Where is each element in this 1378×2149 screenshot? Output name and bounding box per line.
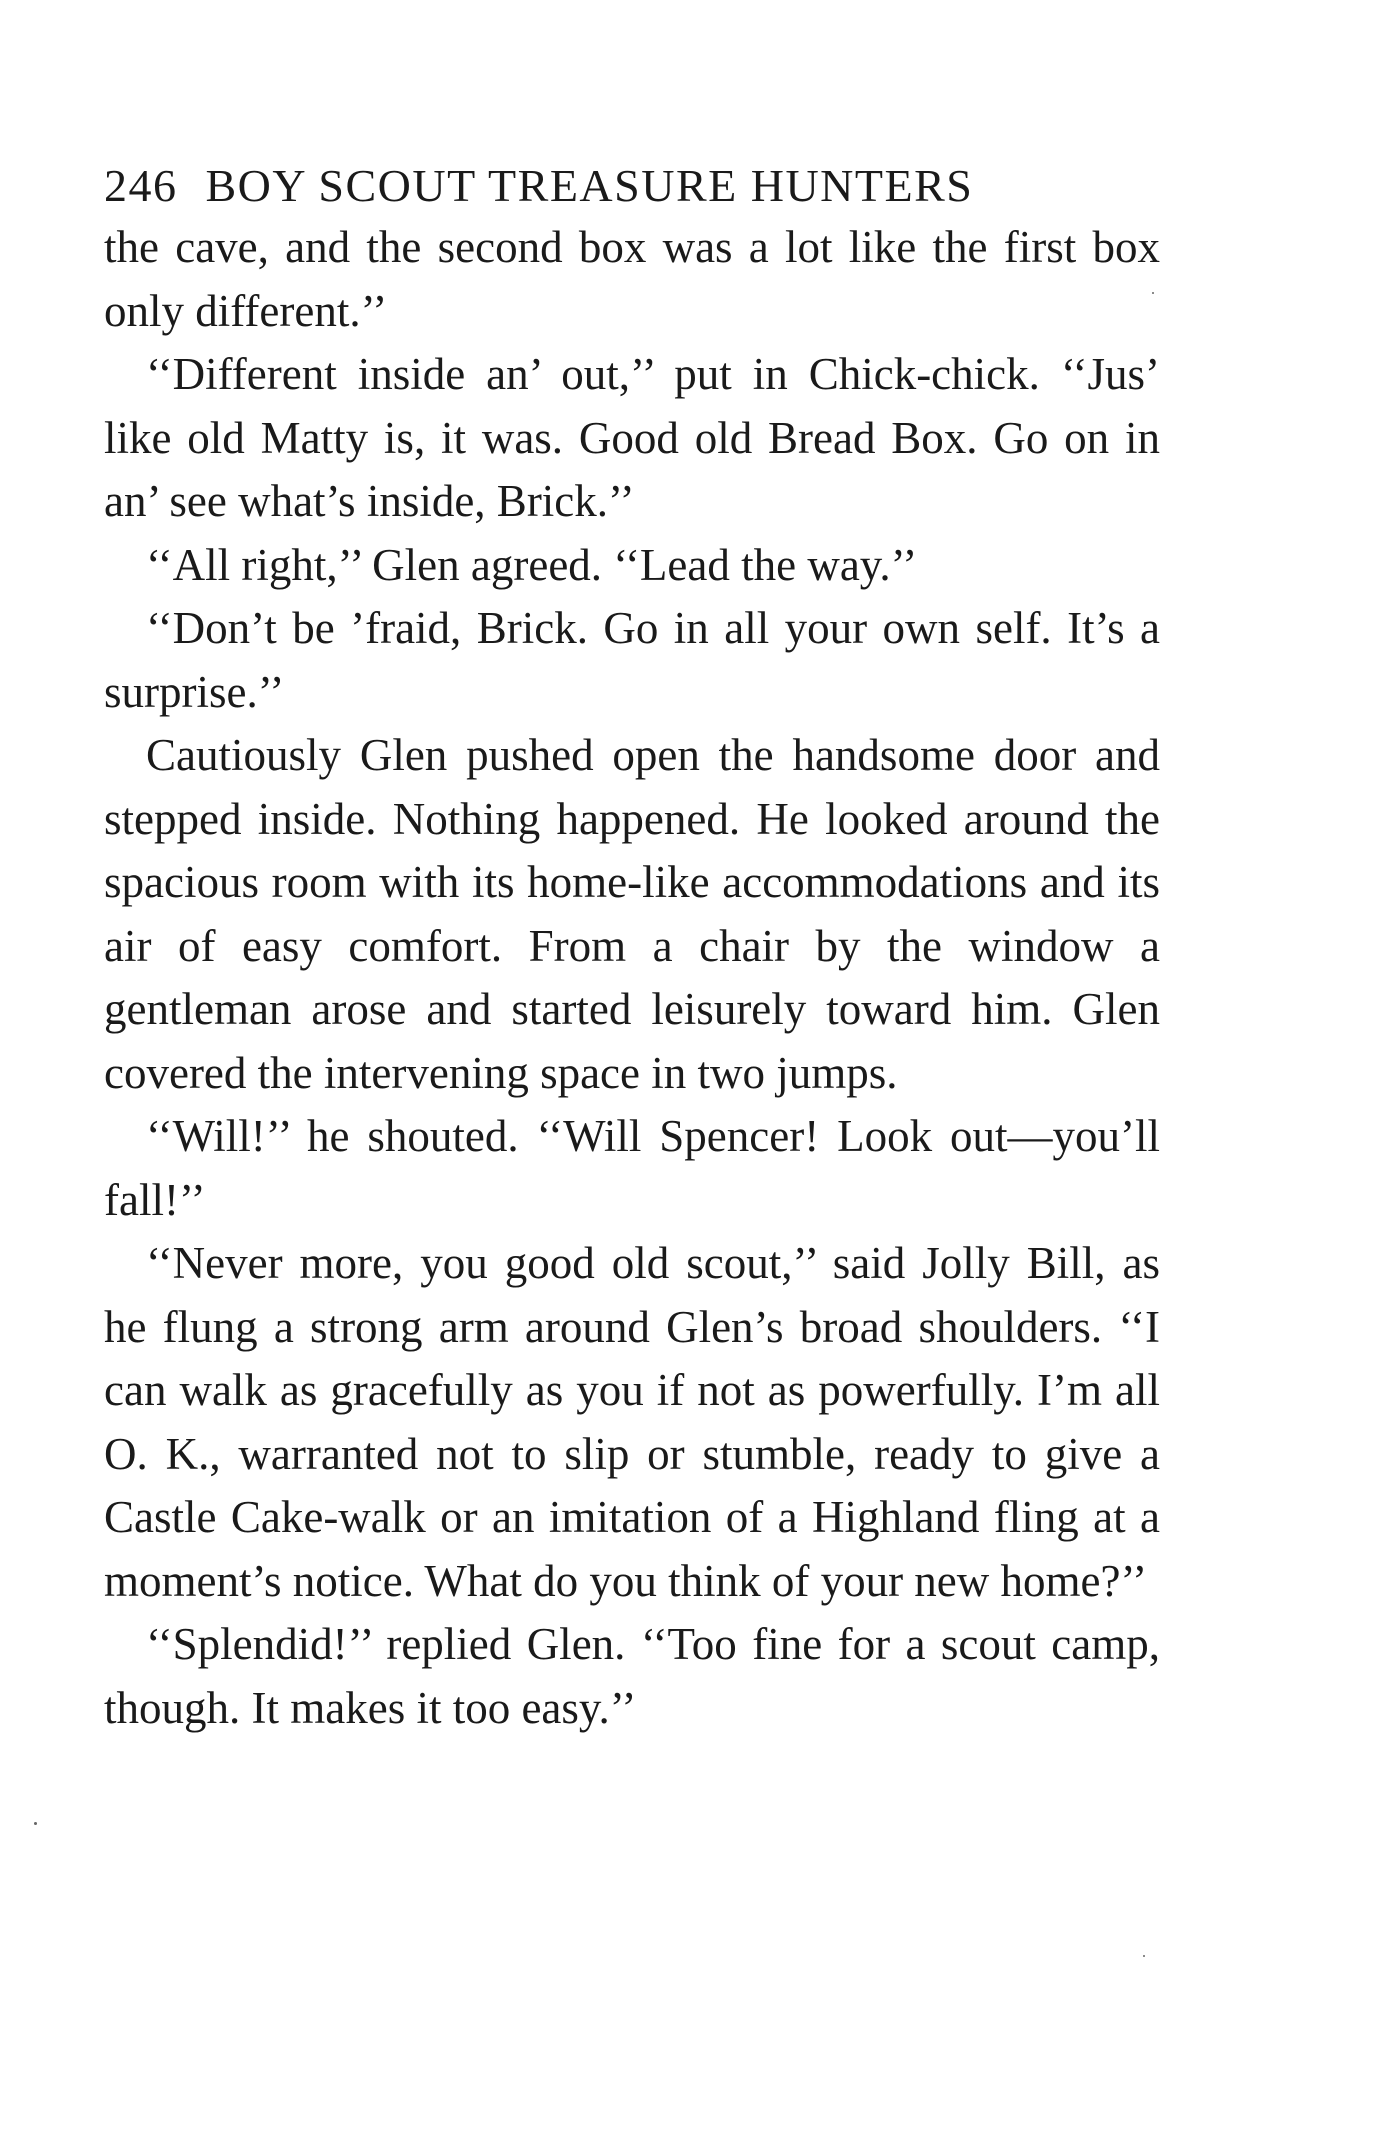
print-speck [34, 1822, 37, 1825]
paragraph: ‘‘Splendid!’’ replied Glen. ‘‘Too fine for a scout camp, though. It makes it too easy.’’ [104, 1619, 1160, 1733]
paragraph: Cautiously Glen pushed open the handsome door and stepped inside. Nothing happened. He looked around the spacious room with its home-like accommodations and its air of easy comfort. From a chair by the window a gentleman arose and started leisurely toward him. Glen covered the intervening space in two jumps. [104, 730, 1160, 1098]
page-number: 246 [104, 160, 178, 211]
paragraph: ‘‘All right,’’ Glen agreed. ‘‘Lead the way.’’ [146, 539, 918, 590]
running-title: BOY SCOUT TREASURE HUNTERS [205, 160, 974, 211]
print-speck [1143, 1955, 1145, 1957]
print-speck [1152, 292, 1154, 294]
paragraph: ‘‘Never more, you good old scout,’’ said Jolly Bill, as he flung a strong arm around Glen’s broad shoulders. ‘‘I can walk as gracefully as you if not as powerfully. I’m all O. K., warranted not to slip or stumble, ready to give a Castle Cake-walk or an imitation of a Highland fling at a moment’s notice. What do you think of your new home?’’ [104, 1238, 1160, 1606]
running-head [104, 158, 1160, 214]
paragraph: ‘‘Different inside an’ out,’’ put in Chick-chick. ‘‘Jus’ like old Matty is, it was. Good old Bread Box. Go on in an’ see what’s inside, Brick.’’ [104, 349, 1160, 526]
body-text [104, 216, 1160, 1740]
paragraph: ‘‘Don’t be ’fraid, Brick. Go in all your own self. It’s a surprise.’’ [104, 603, 1160, 717]
paragraph-continued: the cave, and the second box was a lot like the first box only different.’’ [104, 222, 1160, 336]
paragraph: ‘‘Will!’’ he shouted. ‘‘Will Spencer! Look out—you’ll fall!’’ [104, 1111, 1160, 1225]
book-page [104, 158, 1160, 1740]
